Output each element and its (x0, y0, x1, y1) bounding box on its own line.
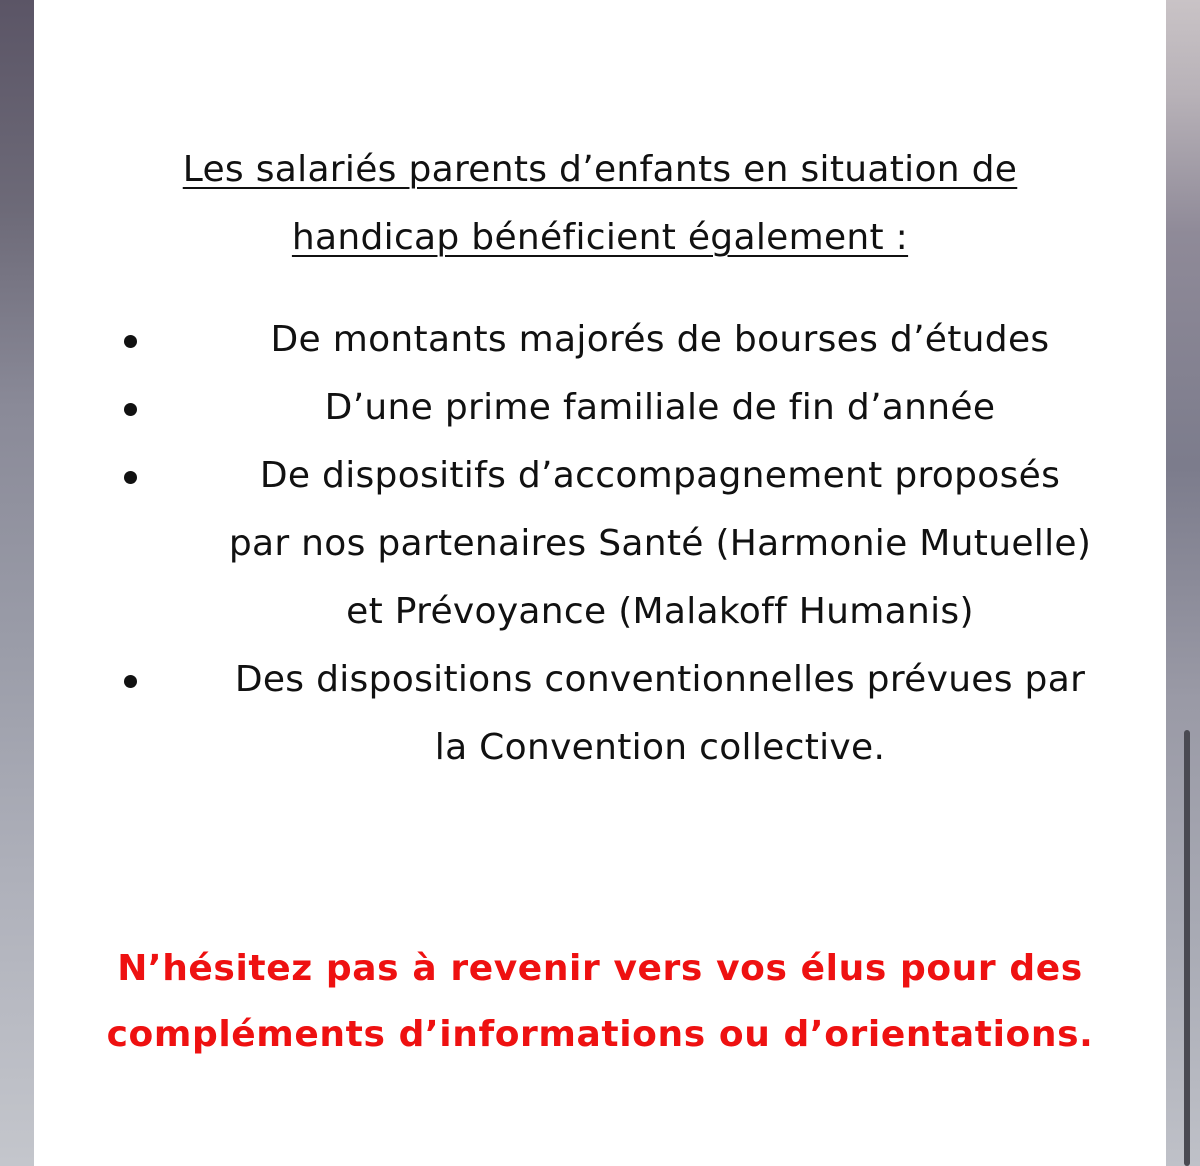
intro-line-2: handicap bénéficient également : (291, 217, 909, 258)
list-item-line: D’une prime familiale de fin d’année (324, 387, 996, 428)
bullet-icon (124, 335, 137, 348)
closing-line-2: compléments d’informations ou d’orientations. (106, 1014, 1094, 1055)
benefits-list (34, 306, 1166, 782)
bullet-icon (124, 403, 137, 416)
list-item-text (174, 306, 1146, 374)
list-item (34, 306, 1166, 374)
background-left (0, 0, 34, 1166)
background-right (1166, 0, 1200, 1166)
list-item-line: la Convention collective. (434, 727, 886, 768)
list-item (34, 646, 1166, 782)
bullet-icon (124, 675, 137, 688)
content-card (34, 0, 1166, 1166)
list-item-line: et Prévoyance (Malakoff Humanis) (346, 591, 974, 632)
list-item (34, 374, 1166, 442)
bullet-icon (124, 471, 137, 484)
list-item-text (174, 374, 1146, 442)
closing-line-1: N’hésitez pas à revenir vers vos élus pour des (117, 948, 1083, 989)
intro-heading (34, 136, 1166, 272)
list-item-text (174, 646, 1146, 782)
list-item-line: De montants majorés de bourses d’études (270, 319, 1050, 360)
list-item-line: par nos partenaires Santé (Harmonie Mutuelle) (228, 523, 1092, 564)
list-item-line: Des dispositions conventionnelles prévues par (234, 659, 1086, 700)
closing-message (34, 936, 1166, 1068)
list-item-text (174, 442, 1146, 646)
intro-line-1: Les salariés parents d’enfants en situation de (182, 149, 1018, 190)
list-item-line: De dispositifs d’accompagnement proposés (259, 455, 1061, 496)
scrollbar[interactable] (1184, 730, 1190, 1166)
list-item (34, 442, 1166, 646)
